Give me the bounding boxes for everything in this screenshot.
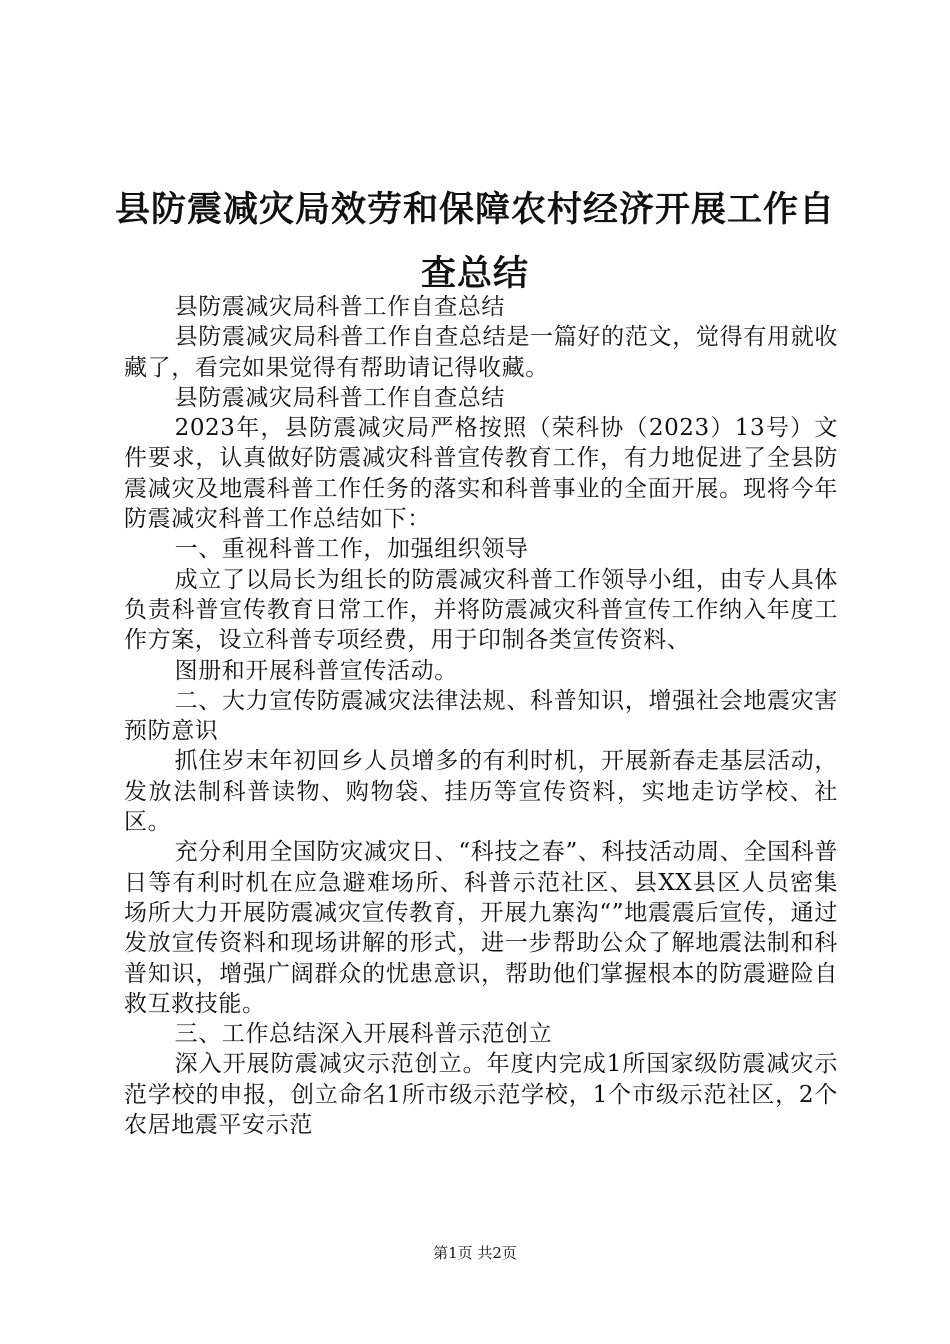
- paragraph: 成立了以局长为组长的防震减灾科普工作领导小组，由专人具体负责科普宣传教育日常工作，并将防震减灾科普宣传工作纳入年度工作方案，设立科普专项经费，用于印制各类宣传资料、: [124, 566, 838, 654]
- paragraph: 充分利用全国防灾减灾日、“科技之春”、科技活动周、全国科普日等有利时机在应急避难场所、科普示范社区、县XX县区人员密集场所大力开展防震减灾宣传教育，开展九寨沟“”地震震后宣传，通过发放宣传资料和现场讲解的形式，进一步帮助公众了解地震法制和科普知识，增强广阔群众的忧患意识，帮助他们掌握根本的防震避险自救互救技能。: [124, 839, 838, 1017]
- paragraph: 图册和开展科普宣传活动。: [174, 657, 458, 684]
- paragraph: 抓住岁末年初回乡人员增多的有利时机，开展新春走基层活动，发放法制科普读物、购物袋、挂历等宣传资料，实地走访学校、社区。: [124, 748, 838, 836]
- section-heading: 一、重视科普工作，加强组织领导: [174, 536, 529, 563]
- section-heading: 二、大力宣传防震减灾法律法规、科普知识，增强社会地震灾害预防意识: [124, 687, 838, 745]
- paragraph: 深入开展防震减灾示范创立。年度内完成1所国家级防震减灾示范学校的申报，创立命名1所市级示范学校，1个市级示范社区，2个农居地震平安示范: [124, 1051, 838, 1139]
- section-heading: 三、工作总结深入开展科普示范创立: [174, 1021, 553, 1048]
- paragraph: 县防震减灾局科普工作自查总结是一篇好的范文，觉得有用就收藏了，看完如果觉得有帮助请记得收藏。: [124, 324, 838, 381]
- document-title: 县防震减灾局效劳和保障农村经济开展工作自查总结: [114, 190, 835, 294]
- document-body: [124, 292, 838, 1140]
- paragraph: 县防震减灾局科普工作自查总结: [174, 294, 505, 320]
- page-number-footer: 第1页 共2页: [433, 1244, 517, 1262]
- paragraph: 2023年，县防震减灾局严格按照（荣科协（2023）13号）文件要求，认真做好防震减灾科普宣传教育工作，有力地促进了全县防震减灾及地震科普工作任务的落实和科普事业的全面开展。现将今年防震减灾科普工作总结如下：: [124, 415, 838, 533]
- paragraph: 县防震减灾局科普工作自查总结: [174, 384, 505, 411]
